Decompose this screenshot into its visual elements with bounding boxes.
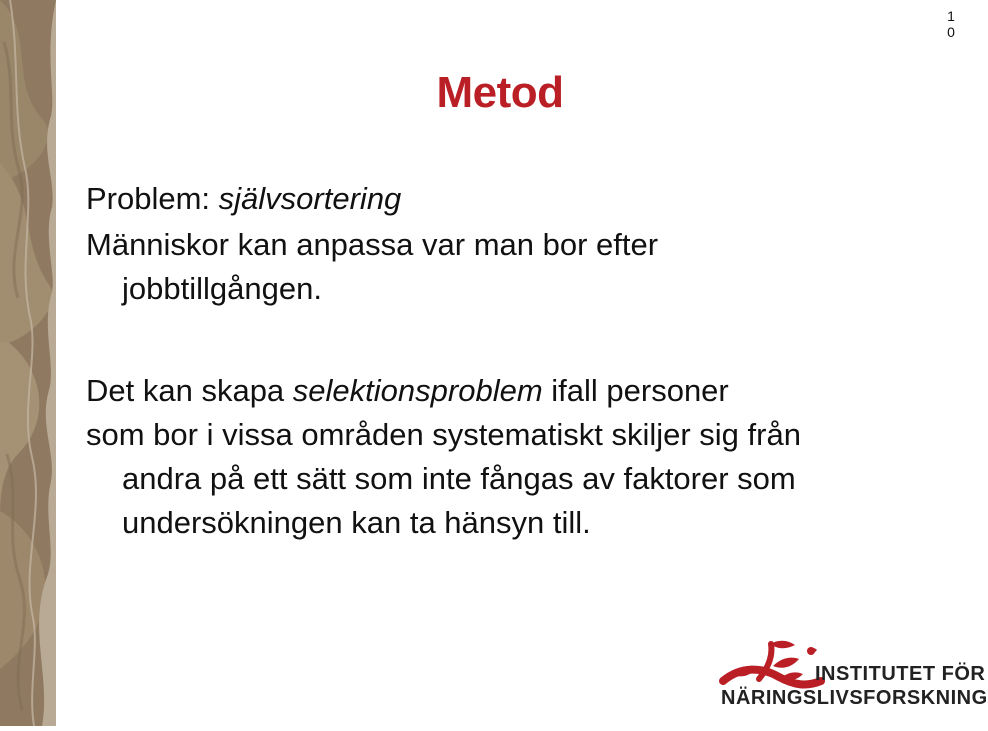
paragraph-one-line-1: Människor kan anpassa var man bor efter bbox=[86, 227, 659, 262]
problem-label: Problem: bbox=[86, 181, 219, 216]
paragraph-two-line-1 bbox=[86, 369, 926, 413]
institute-logo bbox=[713, 632, 988, 720]
paragraph-two-line-1-suffix: ifall personer bbox=[542, 373, 729, 408]
slide-title: Metod bbox=[436, 68, 564, 117]
paragraph-two-line-1-term: selektionsproblem bbox=[292, 373, 543, 408]
logo-line-2: NÄRINGSLIVSFORSKNING bbox=[721, 687, 988, 709]
paragraph-two-line-4: undersökningen kan ta hänsyn till. bbox=[122, 505, 591, 540]
paragraph-one bbox=[86, 223, 926, 311]
problem-line bbox=[86, 177, 926, 221]
logo-line-1: INSTITUTET FÖR bbox=[815, 663, 986, 685]
paragraph-two-line-3: andra på ett sätt som inte fångas av faktorer som bbox=[122, 461, 796, 496]
page-number-digit-2: 0 bbox=[947, 24, 955, 40]
paragraph-two bbox=[86, 369, 926, 545]
paragraph-two-line-1-prefix: Det kan skapa bbox=[86, 373, 293, 408]
page-number-digit-1: 1 bbox=[947, 8, 955, 24]
paragraph-one-line-2: jobbtillgången. bbox=[122, 271, 322, 306]
sidebar-pattern-icon bbox=[0, 0, 56, 726]
paragraph-two-line-2: som bor i vissa områden systematiskt skiljer sig från bbox=[86, 417, 801, 452]
problem-term: självsortering bbox=[218, 181, 402, 216]
decorative-sidebar bbox=[0, 0, 56, 726]
slide-page-number bbox=[945, 8, 957, 40]
problem-heading bbox=[86, 177, 926, 221]
